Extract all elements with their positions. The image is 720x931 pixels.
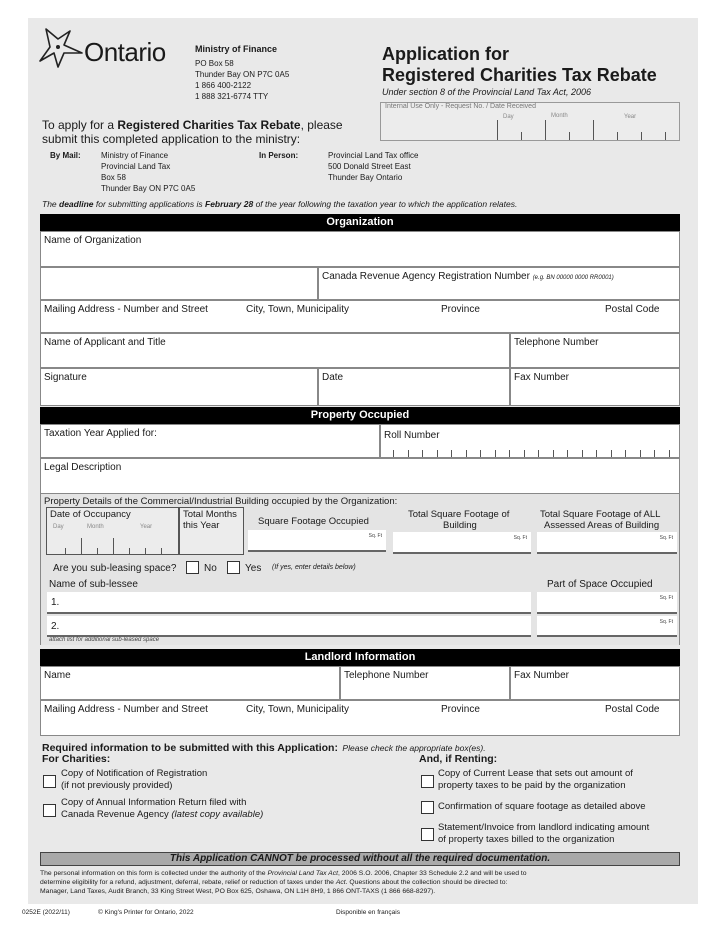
intro-pre: To apply for a: [42, 118, 118, 132]
title-line-1: Application for: [382, 44, 509, 64]
privacy-text: The personal information on this form is collected under the authority of the: [40, 870, 268, 877]
province-label: Province: [441, 304, 480, 315]
ministry-line: Thunder Bay ON P7C 0A5: [195, 70, 290, 80]
internal-year-label: Year: [624, 114, 637, 120]
address-line: Thunder Bay Ontario: [328, 173, 403, 182]
landlord-postal-label: Postal Code: [605, 704, 660, 715]
deadline-bold: deadline: [59, 199, 94, 209]
in-person-address: [328, 150, 418, 183]
warning-banner: This Application CANNOT be processed without all the required documentation.: [40, 852, 680, 866]
item-line: property taxes to be paid by the organization: [438, 780, 626, 791]
cra-number-field[interactable]: [318, 267, 680, 300]
attach-note: attach list for additional sub-leased space: [49, 637, 160, 643]
item-line: of property taxes billed to the organization: [438, 834, 615, 845]
all-sqft-label-2: Assessed Areas of Building: [544, 520, 660, 531]
item-line: Canada Revenue Agency: [61, 809, 172, 820]
intro-bold: Registered Charities Tax Rebate: [117, 118, 301, 132]
required-heading-text: Required information to be submitted with this Application:: [42, 742, 338, 754]
intro-line-2: submit this completed application to the ministry:: [42, 132, 301, 146]
sqft-unit: Sq. Ft: [513, 535, 527, 541]
address-line: Box 58: [101, 173, 126, 182]
address-line: Provincial Land Tax office: [328, 151, 419, 160]
part-space-2-input[interactable]: [537, 616, 677, 637]
cra-number-label: [322, 271, 614, 282]
logo-text: Ontario: [84, 37, 166, 67]
intro-post: , please: [300, 118, 343, 132]
internal-use-box: [380, 102, 680, 141]
property-details-label: Property Details of the Commercial/Industrial Building occupied by the Organization:: [44, 496, 398, 507]
charity-item-2: [61, 797, 263, 821]
form-page: [28, 18, 698, 904]
total-months-label-2: this Year: [183, 520, 220, 531]
ministry-line: PO Box 58: [195, 59, 234, 69]
ontario-logo: [38, 23, 178, 73]
roll-digit-tick: [393, 450, 394, 457]
required-instruction: Please check the appropriate box(es).: [342, 743, 486, 753]
deadline-text: of the year following the taxation year to which the application relates.: [253, 199, 518, 209]
privacy-notice: [40, 869, 685, 896]
notification-registration-checkbox[interactable]: [43, 775, 56, 788]
square-footage-confirmation-checkbox[interactable]: [421, 801, 434, 814]
all-sqft-input[interactable]: [537, 532, 677, 554]
org-name-field[interactable]: [40, 231, 680, 267]
landlord-telephone-label: Telephone Number: [344, 670, 429, 681]
property-heading: Property Occupied: [40, 407, 680, 424]
roll-digit-tick: [495, 450, 496, 457]
occupancy-month-label: Month: [87, 524, 104, 530]
deadline-date: February 28: [205, 199, 254, 209]
deadline-note: [42, 199, 517, 209]
total-months-field[interactable]: [179, 507, 244, 555]
cra-example: (e.g. BN 00000 0000 RR0001): [532, 275, 614, 281]
applicant-name-field[interactable]: [40, 333, 510, 368]
roll-digit-tick: [422, 450, 423, 457]
occupancy-day-label: Day: [53, 524, 64, 530]
sqft-unit: Sq. Ft: [368, 533, 382, 539]
org-name-label: Name of Organization: [44, 235, 142, 246]
total-sqft-input[interactable]: [393, 532, 531, 554]
part-of-space-label: Part of Space Occupied: [547, 579, 653, 590]
occupancy-year-label: Year: [140, 524, 153, 530]
roll-digit-tick: [437, 450, 438, 457]
mailing-address-label: Mailing Address - Number and Street: [44, 304, 208, 315]
sqft-occupied-input[interactable]: [248, 530, 386, 552]
roll-digit-tick: [480, 450, 481, 457]
landlord-heading: Landlord Information: [40, 649, 680, 666]
current-lease-checkbox[interactable]: [421, 775, 434, 788]
postal-code-label: Postal Code: [605, 304, 660, 315]
taxation-year-field[interactable]: [40, 424, 380, 458]
roll-digit-tick: [451, 450, 452, 457]
item-line: Confirmation of square footage as detailed above: [438, 801, 646, 812]
form-subtitle: Under section 8 of the Provincial Land Tax Act, 2006: [382, 87, 591, 97]
renting-item-2: [438, 801, 646, 813]
org-blank-field[interactable]: [40, 267, 318, 300]
roll-number-label: Roll Number: [384, 430, 440, 441]
sublessee-label: Name of sub-lessee: [49, 579, 138, 590]
legal-description-field[interactable]: [40, 458, 680, 494]
subleasing-no-checkbox[interactable]: [186, 561, 199, 574]
subleasing-yes-checkbox[interactable]: [227, 561, 240, 574]
fax-label: Fax Number: [514, 372, 570, 383]
roll-digit-tick: [553, 450, 554, 457]
date-field[interactable]: [318, 368, 510, 406]
occupancy-label: Date of Occupancy: [50, 509, 131, 520]
org-mailing-address-field[interactable]: [40, 300, 680, 333]
trillium-icon: [38, 25, 86, 69]
internal-month-label: Month: [551, 113, 568, 119]
total-sqft-label-2: Building: [443, 520, 477, 531]
ministry-line: 1 866 400-2122: [195, 81, 252, 91]
organization-heading: Organization: [40, 214, 680, 231]
internal-use-label: Internal Use Only - Request No. / Date Received: [385, 103, 536, 110]
intro-text: [42, 118, 343, 146]
renting-item-1: [438, 768, 633, 792]
roll-digit-tick: [408, 450, 409, 457]
landlord-name-field[interactable]: [40, 666, 340, 700]
row-2-number: 2.: [51, 621, 60, 632]
form-number: 0252E (2022/11): [22, 909, 70, 916]
property-details-panel: [40, 494, 680, 645]
part-space-1-input[interactable]: [537, 592, 677, 614]
internal-day-label: Day: [503, 114, 514, 120]
total-months-label-1: Total Months: [183, 509, 237, 520]
sqft-unit: Sq. Ft: [659, 595, 673, 601]
privacy-text: . Questions about the collection should be directed to:: [345, 879, 508, 886]
privacy-act: Provincial Land Tax Act: [267, 870, 338, 877]
subleasing-no-label: No: [204, 563, 217, 574]
charity-item-1: [61, 768, 207, 792]
sublessee-2-input[interactable]: [47, 616, 531, 637]
french-availability: Disponible en français: [336, 909, 400, 916]
roll-digit-tick: [538, 450, 539, 457]
applicant-label: Name of Applicant and Title: [44, 337, 166, 348]
landlord-name-label: Name: [44, 670, 71, 681]
item-line: Copy of Notification of Registration: [61, 768, 208, 779]
renting-item-3: [438, 822, 649, 846]
landlord-fax-field[interactable]: [510, 666, 680, 700]
subleasing-question: Are you sub-leasing space?: [53, 563, 177, 574]
date-label: Date: [322, 372, 344, 383]
roll-digit-tick: [524, 450, 525, 457]
legal-description-label: Legal Description: [44, 462, 122, 473]
roll-number-field[interactable]: [380, 424, 680, 458]
privacy-text: determine eligibility for a refund, adjustment, deferral, rebate, relief or reduction of taxes under the: [40, 879, 336, 886]
item-line: Copy of Current Lease that sets out amount of: [438, 768, 633, 779]
roll-digit-tick: [567, 450, 568, 457]
item-line: (if not previously provided): [61, 780, 173, 791]
privacy-text: , 2006 S.O. 2006, Chapter 33 Schedule 2.2 and will be used to: [337, 870, 527, 877]
roll-digit-tick: [582, 450, 583, 457]
item-line: Copy of Annual Information Return filed with: [61, 797, 247, 808]
by-mail-label: By Mail:: [50, 151, 81, 160]
landlord-mailing-address-field[interactable]: [40, 700, 680, 736]
org-telephone-field[interactable]: [510, 333, 680, 368]
taxation-year-label: Taxation Year Applied for:: [44, 428, 157, 439]
privacy-act: Act: [335, 879, 346, 886]
privacy-contact: Manager, Land Taxes, Audit Branch, 33 King Street West, PO Box 625, Oshawa, ON L1H 8H9, 1 866 ONT-TAXS (1 866 668-8297).: [40, 888, 436, 895]
item-note: (latest copy available): [171, 809, 264, 820]
landlord-province-label: Province: [441, 704, 480, 715]
signature-label: Signature: [44, 372, 87, 383]
landlord-mailing-label: Mailing Address - Number and Street: [44, 704, 208, 715]
landlord-statement-checkbox[interactable]: [421, 828, 434, 841]
landlord-fax-label: Fax Number: [514, 670, 570, 681]
total-sqft-label-1: Total Square Footage of: [408, 509, 510, 520]
in-person-label: In Person:: [259, 151, 299, 160]
subleasing-yes-note: (If yes, enter details below): [272, 564, 356, 571]
ministry-block: [195, 44, 289, 102]
address-line: Provincial Land Tax: [101, 162, 171, 171]
landlord-telephone-field[interactable]: [340, 666, 510, 700]
all-sqft-label-1: Total Square Footage of ALL: [540, 509, 661, 520]
row-1-number: 1.: [51, 597, 60, 608]
cra-label-text: Canada Revenue Agency Registration Number: [322, 271, 530, 282]
roll-digit-tick: [466, 450, 467, 457]
ministry-line: 1 888 321-6774 TTY: [195, 92, 269, 102]
telephone-label: Telephone Number: [514, 337, 599, 348]
city-label: City, Town, Municipality: [246, 304, 349, 315]
sublessee-1-input[interactable]: [47, 592, 531, 614]
sqft-unit: Sq. Ft: [659, 535, 673, 541]
charities-heading: For Charities:: [42, 753, 111, 765]
date-of-occupancy-field[interactable]: [46, 507, 179, 555]
item-line: Statement/Invoice from landlord indicating amount: [438, 822, 650, 833]
renting-heading: And, if Renting:: [419, 753, 498, 765]
roll-digit-tick: [640, 450, 641, 457]
roll-digit-tick: [611, 450, 612, 457]
roll-digit-tick: [654, 450, 655, 457]
title-line-2: Registered Charities Tax Rebate: [382, 65, 657, 85]
org-fax-field[interactable]: [510, 368, 680, 406]
address-line: 500 Donald Street East: [328, 162, 411, 171]
ministry-name: Ministry of Finance: [195, 44, 278, 54]
deadline-text: The: [42, 199, 60, 209]
roll-digit-tick: [509, 450, 510, 457]
subleasing-yes-label: Yes: [245, 563, 262, 574]
sqft-occupied-label: Square Footage Occupied: [258, 516, 369, 527]
address-line: Thunder Bay ON P7C 0A5: [101, 184, 196, 193]
landlord-city-label: City, Town, Municipality: [246, 704, 349, 715]
annual-return-checkbox[interactable]: [43, 804, 56, 817]
roll-digit-tick: [596, 450, 597, 457]
deadline-text: for submitting applications is: [93, 199, 205, 209]
address-line: Ministry of Finance: [101, 151, 169, 160]
form-title: [382, 44, 657, 97]
roll-digit-tick: [625, 450, 626, 457]
signature-field[interactable]: [40, 368, 318, 406]
by-mail-address: [101, 150, 195, 194]
sqft-unit: Sq. Ft: [659, 619, 673, 625]
roll-digit-tick: [669, 450, 670, 457]
copyright: © King's Printer for Ontario, 2022: [98, 909, 194, 916]
